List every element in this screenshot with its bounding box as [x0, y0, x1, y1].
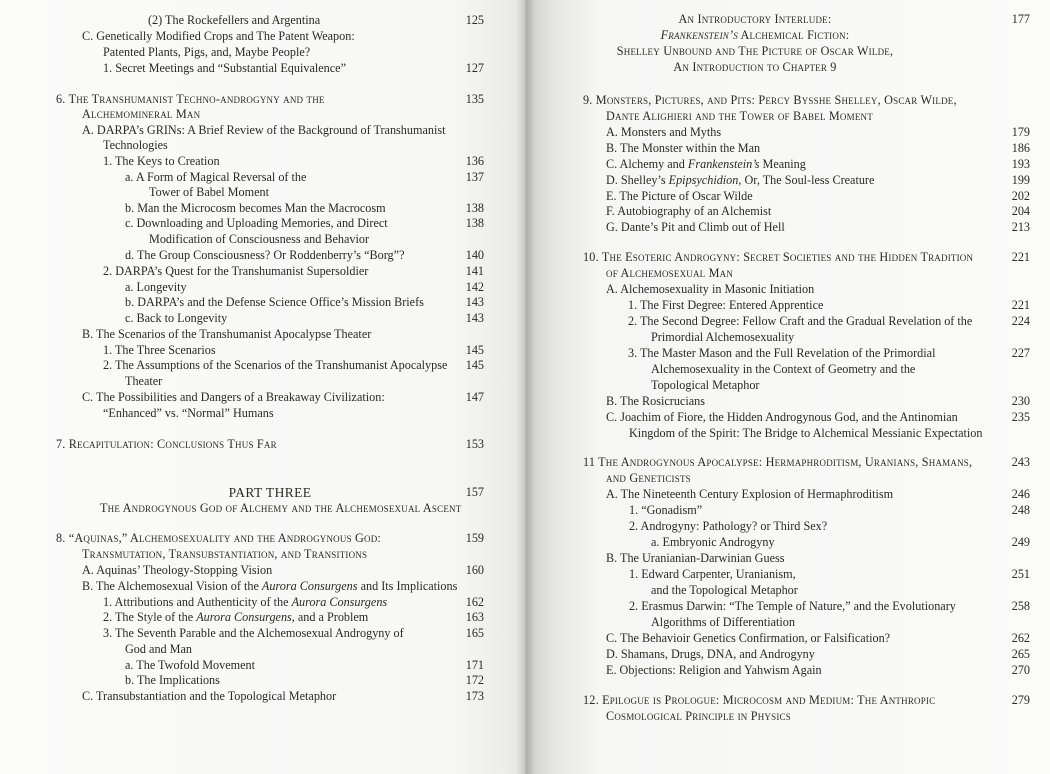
right-toc-entry: A. Alchemosexuality in Masonic Initiation	[606, 282, 815, 296]
right-toc-entry: and the Topological Metaphor	[651, 583, 798, 597]
left-toc-entry: 8. “Aquinas,” Alchemosexuality and the Androgynous God:	[56, 531, 382, 545]
left-toc-entry: Tower of Babel Moment	[149, 185, 269, 199]
right-toc-entry: Topological Metaphor	[651, 378, 760, 392]
left-toc-page-number: 159	[465, 531, 484, 545]
left-toc-entry: c. Back to Longevity	[125, 311, 228, 325]
right-toc-entry: 11 The Androgynous Apocalypse: Hermaphroditism, Uranians, Shamans,	[583, 455, 973, 469]
left-toc-entry: b. The Implications	[125, 673, 220, 687]
left-toc-entry: A. DARPA’s GRINs: A Brief Review of the Background of Transhumanist	[82, 123, 446, 137]
left-toc-entry: b. Man the Microcosm becomes Man the Macrocosm	[125, 201, 386, 215]
right-toc-entry: 1. The First Degree: Entered Apprentice	[628, 298, 824, 312]
interlude-heading: Frankenstein’s Alchemical Fiction:	[660, 28, 850, 42]
part-title: PART THREE	[228, 485, 312, 500]
left-toc-page-number: 142	[465, 280, 484, 294]
right-toc-entry: 9. Monsters, Pictures, and Pits: Percy Bysshe Shelley, Oscar Wilde,	[583, 93, 957, 107]
right-toc-page-number: 235	[1011, 410, 1030, 424]
right-toc-entry: 3. The Master Mason and the Full Revelation of the Primordial	[628, 346, 936, 360]
right-toc-page-number: 243	[1011, 455, 1030, 469]
right-toc-page-number: 221	[1011, 298, 1030, 312]
right-toc-page-number: 246	[1011, 487, 1030, 501]
left-toc-page-number: 162	[465, 595, 484, 609]
right-toc-entry: D. Shelley’s Epipsychidion, Or, The Soul-less Creature	[606, 173, 875, 187]
left-toc-page-number: 137	[465, 170, 484, 184]
left-toc-entry: Alchemomineral Man	[82, 107, 201, 121]
right-toc-entry: Cosmological Principle in Physics	[606, 709, 791, 723]
part-subtitle: The Androgynous God of Alchemy and the Alchemosexual Ascent	[100, 501, 462, 515]
right-toc-entry: 10. The Esoteric Androgyny: Secret Societies and the Hidden Tradition	[583, 250, 974, 264]
interlude-heading: An Introduction to Chapter 9	[673, 60, 837, 74]
right-toc-page-number: 221	[1011, 250, 1030, 264]
left-toc-entry: “Enhanced” vs. “Normal” Humans	[103, 406, 274, 420]
right-toc-page-number: 199	[1011, 173, 1030, 187]
left-toc-page-number: 143	[465, 311, 484, 325]
left-toc-entry: 3. The Seventh Parable and the Alchemosexual Androgyny of	[103, 626, 404, 640]
right-toc-entry: 1. “Gonadism”	[629, 503, 703, 517]
left-toc-entry: B. The Scenarios of the Transhumanist Apocalypse Theater	[82, 327, 372, 341]
right-toc-entry: of Alchemosexual Man	[606, 266, 734, 280]
left-toc-entry: b. DARPA’s and the Defense Science Office’s Mission Briefs	[125, 295, 424, 309]
left-toc-entry: d. The Group Consciousness? Or Roddenberry’s “Borg”?	[125, 248, 405, 262]
left-toc-entry: 1. Secret Meetings and “Substantial Equivalence”	[103, 61, 346, 75]
right-toc-page-number: 193	[1011, 157, 1030, 171]
right-toc-entry: 2. Erasmus Darwin: “The Temple of Nature,” and the Evolutionary	[629, 599, 956, 613]
right-toc-page-number: 177	[1011, 12, 1030, 26]
right-toc-entry: A. Monsters and Myths	[606, 125, 722, 139]
left-toc-entry: Transmutation, Transubstantiation, and Transitions	[82, 547, 368, 561]
left-toc-entry: Patented Plants, Pigs, and, Maybe People?	[103, 45, 311, 59]
right-toc-entry: E. Objections: Religion and Yahwism Again	[606, 663, 822, 677]
right-toc-entry: C. The Behavioir Genetics Confirmation, or Falsification?	[606, 631, 891, 645]
left-toc-entry: a. A Form of Magical Reversal of the	[125, 170, 307, 184]
right-toc-entry: B. The Rosicrucians	[606, 394, 705, 408]
left-toc-page-number: 138	[465, 216, 484, 230]
left-toc-page-number: 136	[465, 154, 484, 168]
right-toc-entry: F. Autobiography of an Alchemist	[606, 204, 772, 218]
left-toc-entry: A. Aquinas’ Theology-Stopping Vision	[82, 563, 273, 577]
right-toc-entry: E. The Picture of Oscar Wilde	[606, 189, 753, 203]
right-toc-entry: Dante Alighieri and the Tower of Babel Moment	[606, 109, 873, 123]
right-toc-entry: 2. Androgyny: Pathology? or Third Sex?	[629, 519, 828, 533]
right-toc-entry: Alchemosexuality in the Context of Geometry and the	[651, 362, 916, 376]
right-toc-page-number: 186	[1011, 141, 1030, 155]
right-toc-entry: 1. Edward Carpenter, Uranianism,	[629, 567, 796, 581]
left-toc-entry: 1. The Keys to Creation	[103, 154, 220, 168]
right-toc-page-number: 262	[1011, 631, 1030, 645]
right-page	[525, 0, 1050, 774]
left-toc-entry: 2. The Style of the Aurora Consurgens, and a Problem	[103, 610, 369, 624]
left-toc-entry: a. The Twofold Movement	[125, 658, 256, 672]
right-toc-page-number: 279	[1011, 693, 1030, 707]
right-toc-page-number: 202	[1011, 189, 1030, 203]
right-toc-entry: C. Joachim of Fiore, the Hidden Androgynous God, and the Antinomian	[606, 410, 958, 424]
right-toc-entry: Algorithms of Differentiation	[651, 615, 795, 629]
left-toc-entry: a. Longevity	[125, 280, 187, 294]
interlude-heading: An Introductory Interlude:	[678, 12, 832, 26]
left-toc-page-number: 153	[465, 437, 484, 451]
left-toc-page-number: 163	[465, 610, 484, 624]
right-toc-page-number: 251	[1011, 567, 1030, 581]
right-toc-entry: a. Embryonic Androgyny	[651, 535, 775, 549]
right-toc-page-number: 270	[1011, 663, 1030, 677]
right-toc-page-number: 265	[1011, 647, 1030, 661]
right-toc-page-number: 179	[1011, 125, 1030, 139]
right-toc-page-number: 227	[1011, 346, 1030, 360]
left-toc-entry: 7. Recapitulation: Conclusions Thus Far	[56, 437, 277, 451]
right-toc-entry: 2. The Second Degree: Fellow Craft and the Gradual Revelation of the	[628, 314, 973, 328]
left-toc-entry: B. The Alchemosexual Vision of the Aurora Consurgens and Its Implications	[82, 579, 458, 593]
left-toc-entry: Technologies	[103, 138, 168, 152]
left-toc-entry: c. Downloading and Uploading Memories, and Direct	[125, 216, 388, 230]
right-toc-page-number: 230	[1011, 394, 1030, 408]
left-toc-entry: (2) The Rockefellers and Argentina	[148, 13, 321, 27]
left-toc-entry: 6. The Transhumanist Techno-androgyny and the	[56, 92, 325, 106]
left-toc-page-number: 145	[465, 358, 484, 372]
interlude-heading: Shelley Unbound and The Picture of Oscar Wilde,	[616, 44, 894, 58]
right-toc-page-number: 249	[1011, 535, 1030, 549]
right-toc-entry: B. The Monster within the Man	[606, 141, 761, 155]
left-toc-page-number: 171	[465, 658, 484, 672]
left-toc-entry: C. Genetically Modified Crops and The Patent Weapon:	[82, 29, 355, 43]
right-toc-page-number: 204	[1011, 204, 1030, 218]
left-toc-page-number: 135	[465, 92, 484, 106]
right-toc-entry: Kingdom of the Spirit: The Bridge to Alchemical Messianic Expectation	[629, 426, 983, 440]
left-toc-page-number: 140	[465, 248, 484, 262]
right-toc-page-number: 224	[1011, 314, 1030, 328]
left-toc-entry: C. Transubstantiation and the Topological Metaphor	[82, 689, 337, 703]
left-toc-entry: 1. Attributions and Authenticity of the Aurora Consurgens	[103, 595, 388, 609]
right-toc-entry: D. Shamans, Drugs, DNA, and Androgyny	[606, 647, 815, 661]
left-toc-page-number: 147	[465, 390, 484, 404]
left-toc-entry: God and Man	[125, 642, 193, 656]
right-toc-entry: Primordial Alchemosexuality	[651, 330, 795, 344]
right-toc-entry: C. Alchemy and Frankenstein’s Meaning	[606, 157, 806, 171]
left-toc-page-number: 165	[465, 626, 484, 640]
left-toc-entry: Theater	[125, 374, 163, 388]
right-toc-entry: B. The Uranianian-Darwinian Guess	[606, 551, 785, 565]
right-toc-entry: and Geneticists	[606, 471, 691, 485]
left-toc-page-number: 127	[465, 61, 484, 75]
right-toc-page-number: 213	[1011, 220, 1030, 234]
left-toc-page-number: 157	[465, 485, 484, 499]
right-toc-entry: G. Dante’s Pit and Climb out of Hell	[606, 220, 785, 234]
right-toc-page-number: 248	[1011, 503, 1030, 517]
right-toc-entry: 12. Epilogue is Prologue: Microcosm and Medium: The Anthropic	[583, 693, 936, 707]
left-toc-entry: 2. DARPA’s Quest for the Transhumanist Supersoldier	[103, 264, 369, 278]
left-toc-page-number: 160	[465, 563, 484, 577]
right-toc-entry: A. The Nineteenth Century Explosion of Hermaphroditism	[606, 487, 894, 501]
left-toc-page-number: 172	[465, 673, 484, 687]
left-toc-entry: 1. The Three Scenarios	[103, 343, 216, 357]
left-toc-entry: Modification of Consciousness and Behavior	[149, 232, 370, 246]
left-toc-entry: C. The Possibilities and Dangers of a Breakaway Civilization:	[82, 390, 385, 404]
left-toc-page-number: 145	[465, 343, 484, 357]
left-toc-page-number: 143	[465, 295, 484, 309]
left-toc-page-number: 141	[465, 264, 484, 278]
right-toc-page-number: 258	[1011, 599, 1030, 613]
left-toc-page-number: 173	[465, 689, 484, 703]
left-toc-entry: 2. The Assumptions of the Scenarios of the Transhumanist Apocalypse	[103, 358, 448, 372]
left-toc-page-number: 125	[465, 13, 484, 27]
left-toc-page-number: 138	[465, 201, 484, 215]
